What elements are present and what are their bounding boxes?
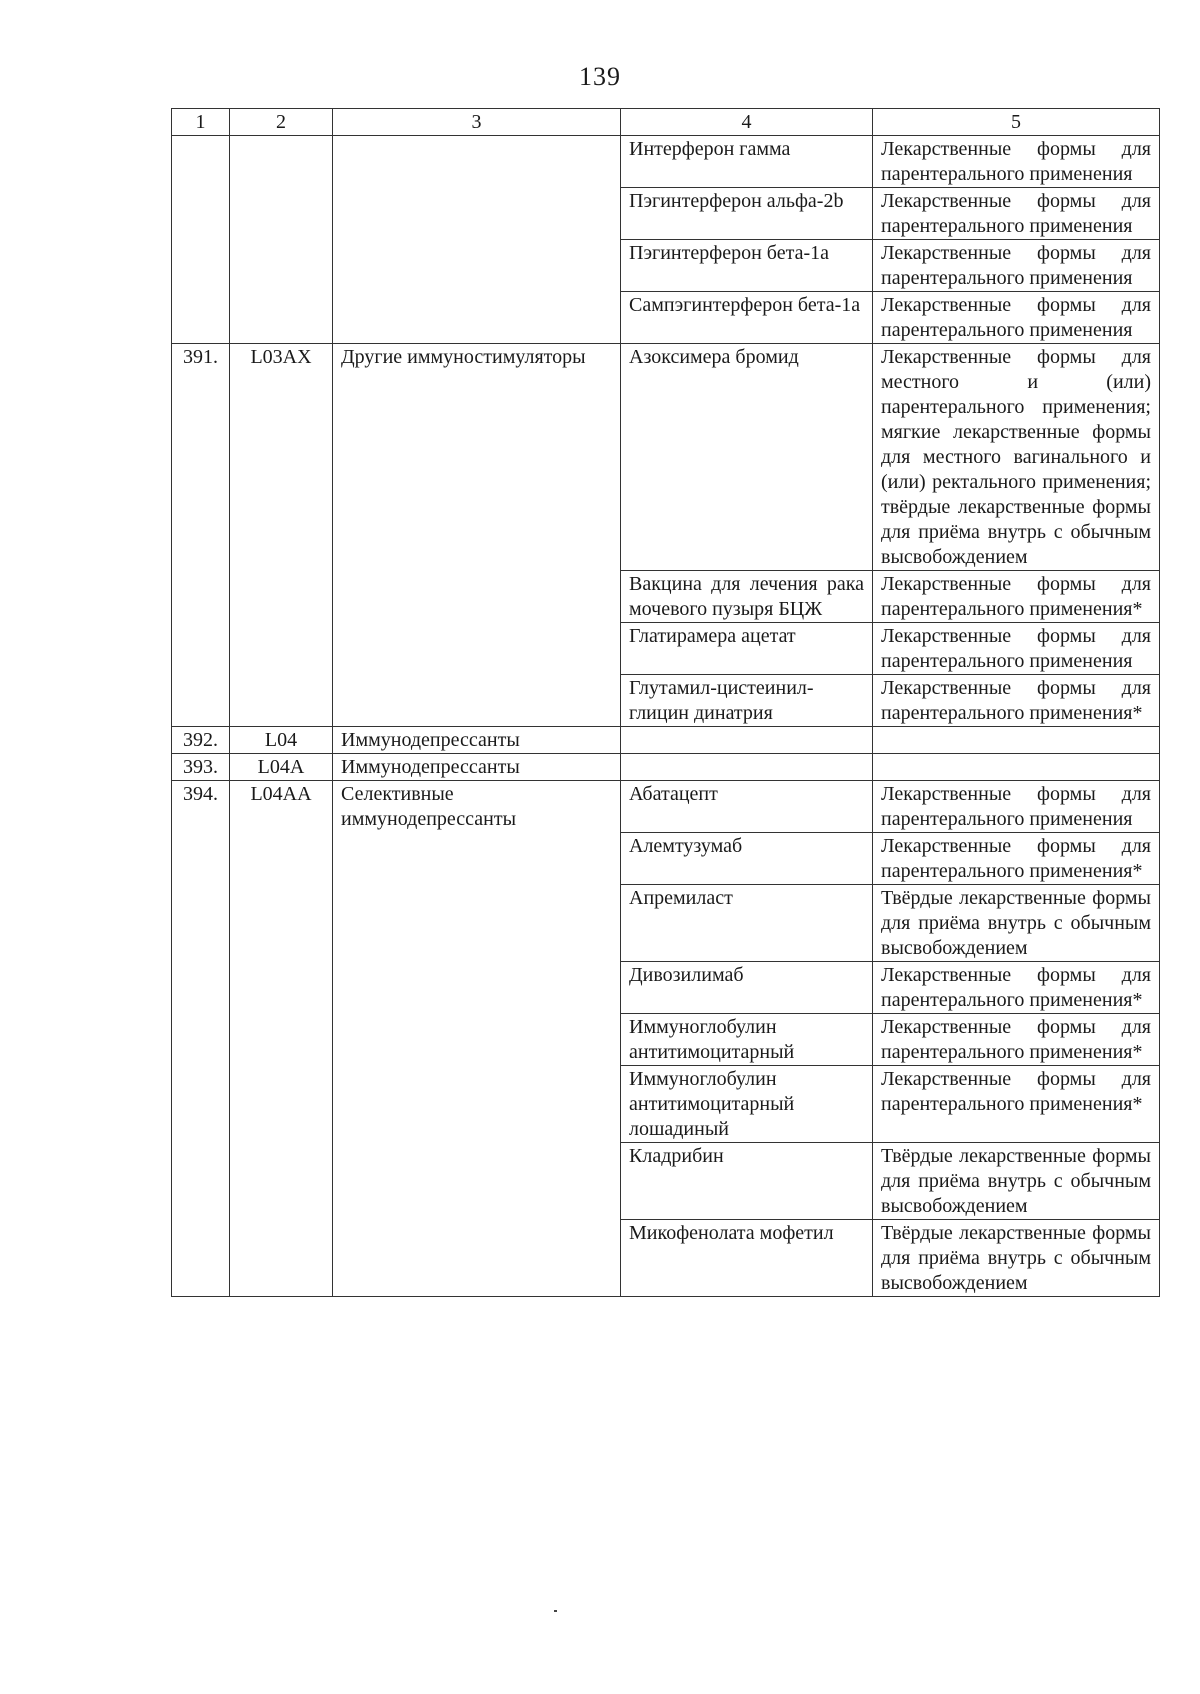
table-row	[172, 754, 1160, 781]
dosage-form: Твёрдые лекарственные формы для приёма внутрь с обычным высвобождением	[873, 1143, 1160, 1220]
drug-name: Вакцина для лечения рака мочевого пузыря БЦЖ	[621, 571, 873, 623]
dosage-form: Лекарственные формы для парентерального применения*	[873, 833, 1160, 885]
continued-name-cell	[333, 136, 621, 344]
dosage-form: Лекарственные формы для парентерального применения	[873, 623, 1160, 675]
atc-code: L04	[230, 727, 333, 754]
drug-name: Глутамил-цистеинил-глицин динатрия	[621, 675, 873, 727]
header-cell-5: 5	[873, 109, 1160, 136]
dosage-form: Лекарственные формы для парентерального применения	[873, 781, 1160, 833]
atc-group-name: Другие иммуностимуляторы	[333, 344, 621, 727]
dosage-form: Лекарственные формы для парентерального применения	[873, 188, 1160, 240]
scan-mark	[554, 1610, 557, 1612]
drug-name: Азоксимера бромид	[621, 344, 873, 571]
header-cell-3: 3	[333, 109, 621, 136]
medicines-table	[171, 108, 1160, 1297]
drug-name: Пэгинтерферон альфа-2b	[621, 188, 873, 240]
dosage-form: Лекарственные формы для парентерального применения	[873, 136, 1160, 188]
dosage-form: Твёрдые лекарственные формы для приёма внутрь с обычным высвобождением	[873, 1220, 1160, 1297]
drug-name: Интерферон гамма	[621, 136, 873, 188]
drug-name: Иммуноглобулин антитимоцитарный лошадиный	[621, 1066, 873, 1143]
dosage-form: Лекарственные формы для парентерального применения*	[873, 571, 1160, 623]
drug-name: Алемтузумаб	[621, 833, 873, 885]
drug-name: Апремиласт	[621, 885, 873, 962]
dosage-form: Лекарственные формы для парентерального применения*	[873, 1066, 1160, 1143]
dosage-form-empty	[873, 754, 1160, 781]
header-cell-4: 4	[621, 109, 873, 136]
header-cell-1: 1	[172, 109, 230, 136]
drug-name: Дивозилимаб	[621, 962, 873, 1014]
row-number: 392.	[172, 727, 230, 754]
drug-name: Иммуноглобулин антитимоцитарный	[621, 1014, 873, 1066]
drug-name: Микофенолата мофетил	[621, 1220, 873, 1297]
drug-name: Пэгинтерферон бета-1a	[621, 240, 873, 292]
row-number: 393.	[172, 754, 230, 781]
drug-name: Абатацепт	[621, 781, 873, 833]
drug-name-empty	[621, 754, 873, 781]
dosage-form: Лекарственные формы для парентерального применения	[873, 240, 1160, 292]
table-row	[172, 136, 1160, 188]
row-number: 394.	[172, 781, 230, 1297]
header-cell-2: 2	[230, 109, 333, 136]
page-number: 139	[579, 62, 621, 91]
atc-group-name: Иммунодепрессанты	[333, 727, 621, 754]
drug-name: Глатирамера ацетат	[621, 623, 873, 675]
dosage-form: Твёрдые лекарственные формы для приёма внутрь с обычным высвобождением	[873, 885, 1160, 962]
table-row	[172, 781, 1160, 833]
drug-name: Кладрибин	[621, 1143, 873, 1220]
dosage-form: Лекарственные формы для местного и (или) парентерального применения; мягкие лекарственные формы для местного вагинального и (или) ректального применения; твёрдые лекарственные формы для приёма внутрь с обычным высвобождением	[873, 344, 1160, 571]
atc-code: L03AX	[230, 344, 333, 727]
drug-name-empty	[621, 727, 873, 754]
atc-group-name: Иммунодепрессанты	[333, 754, 621, 781]
dosage-form: Лекарственные формы для парентерального применения	[873, 292, 1160, 344]
table-row	[172, 344, 1160, 571]
dosage-form: Лекарственные формы для парентерального применения*	[873, 1014, 1160, 1066]
atc-group-name: Селективные иммунодепрессанты	[333, 781, 621, 1297]
continued-code-cell	[230, 136, 333, 344]
table-header-row	[172, 109, 1160, 136]
dosage-form-empty	[873, 727, 1160, 754]
row-number: 391.	[172, 344, 230, 727]
dosage-form: Лекарственные формы для парентерального применения*	[873, 675, 1160, 727]
drug-name: Сампэгинтерферон бета-1a	[621, 292, 873, 344]
dosage-form: Лекарственные формы для парентерального применения*	[873, 962, 1160, 1014]
atc-code: L04AA	[230, 781, 333, 1297]
atc-code: L04A	[230, 754, 333, 781]
continued-num-cell	[172, 136, 230, 344]
table-row	[172, 727, 1160, 754]
